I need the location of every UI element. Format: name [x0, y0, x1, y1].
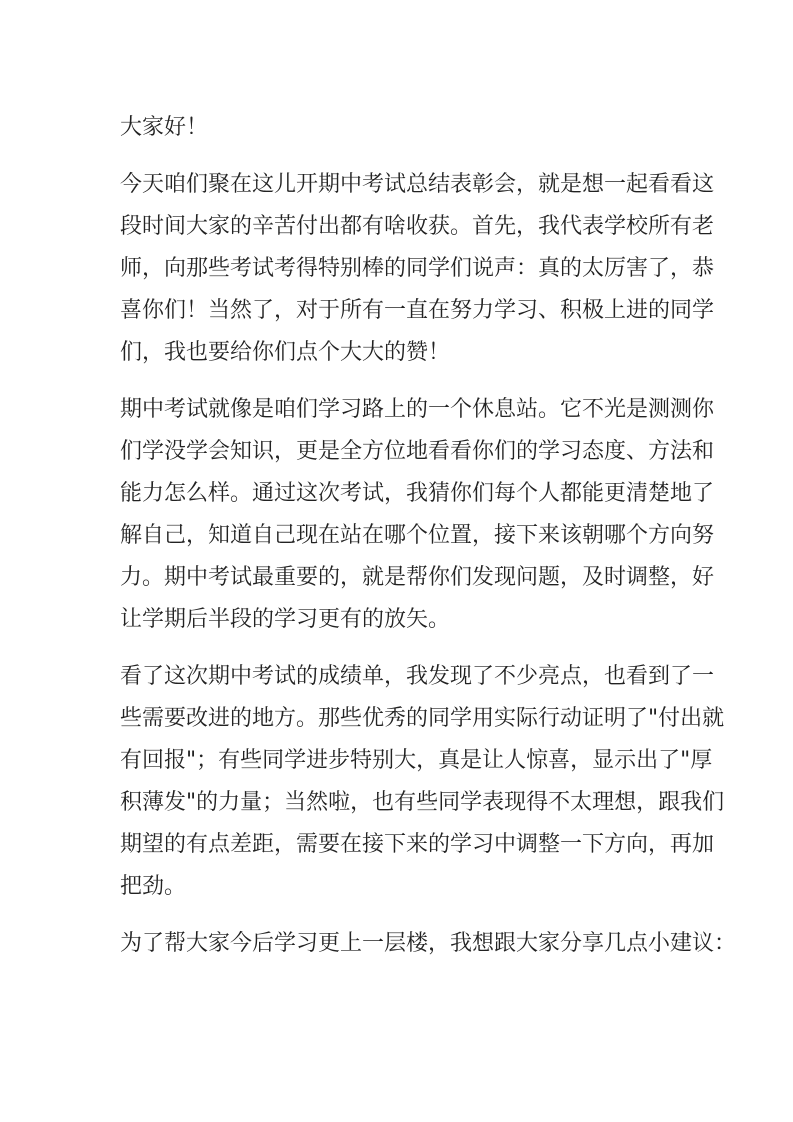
- text-line: 把劲。: [120, 874, 187, 899]
- suggestions-intro-paragraph: [120, 923, 737, 965]
- results-paragraph: [120, 656, 725, 908]
- document-page: [120, 107, 737, 980]
- text-line: 些需要改进的地方。那些优秀的同学用实际行动证明了"付出就: [120, 706, 725, 731]
- text-line: 解自己，知道自己现在站在哪个位置，接下来该朝哪个方向努: [120, 523, 715, 548]
- text-line: 期望的有点差距，需要在接下来的学习中调整一下方向，再加: [120, 832, 715, 857]
- text-line: 为了帮大家今后学习更上一层楼，我想跟大家分享几点小建议：: [120, 931, 737, 956]
- exam-purpose-paragraph: [120, 389, 720, 641]
- text-line: 有回报"；有些同学进步特别大，真是让人惊喜，显示出了"厚: [120, 748, 713, 773]
- greeting-paragraph: [120, 107, 720, 149]
- text-line: 段时间大家的辛苦付出都有啥收获。首先，我代表学校所有老: [120, 214, 715, 239]
- text-line: 力。期中考试最重要的，就是帮你们发现问题，及时调整，好: [120, 565, 715, 590]
- text-line: 今天咱们聚在这儿开期中考试总结表彰会，就是想一起看看这: [120, 172, 715, 197]
- text-line: 看了这次期中考试的成绩单，我发现了不少亮点，也看到了一: [120, 664, 715, 689]
- text-line: 师，向那些考试考得特别棒的同学们说声：真的太厉害了，恭: [120, 256, 715, 281]
- text-line: 积薄发"的力量；当然啦，也有些同学表现得不太理想，跟我们: [120, 790, 725, 815]
- text-line: 们学没学会知识，更是全方位地看看你们的学习态度、方法和: [120, 439, 715, 464]
- text-line: 能力怎么样。通过这次考试，我猜你们每个人都能更清楚地了: [120, 481, 715, 506]
- text-line: 们，我也要给你们点个大大的赞！: [120, 340, 451, 365]
- text-line: 喜你们！当然了，对于所有一直在努力学习、积极上进的同学: [120, 298, 715, 323]
- text-line: 大家好！: [120, 115, 209, 140]
- text-line: 让学期后半段的学习更有的放矢。: [120, 607, 451, 632]
- intro-paragraph: [120, 164, 720, 374]
- text-line: 期中考试就像是咱们学习路上的一个休息站。它不光是测测你: [120, 397, 715, 422]
